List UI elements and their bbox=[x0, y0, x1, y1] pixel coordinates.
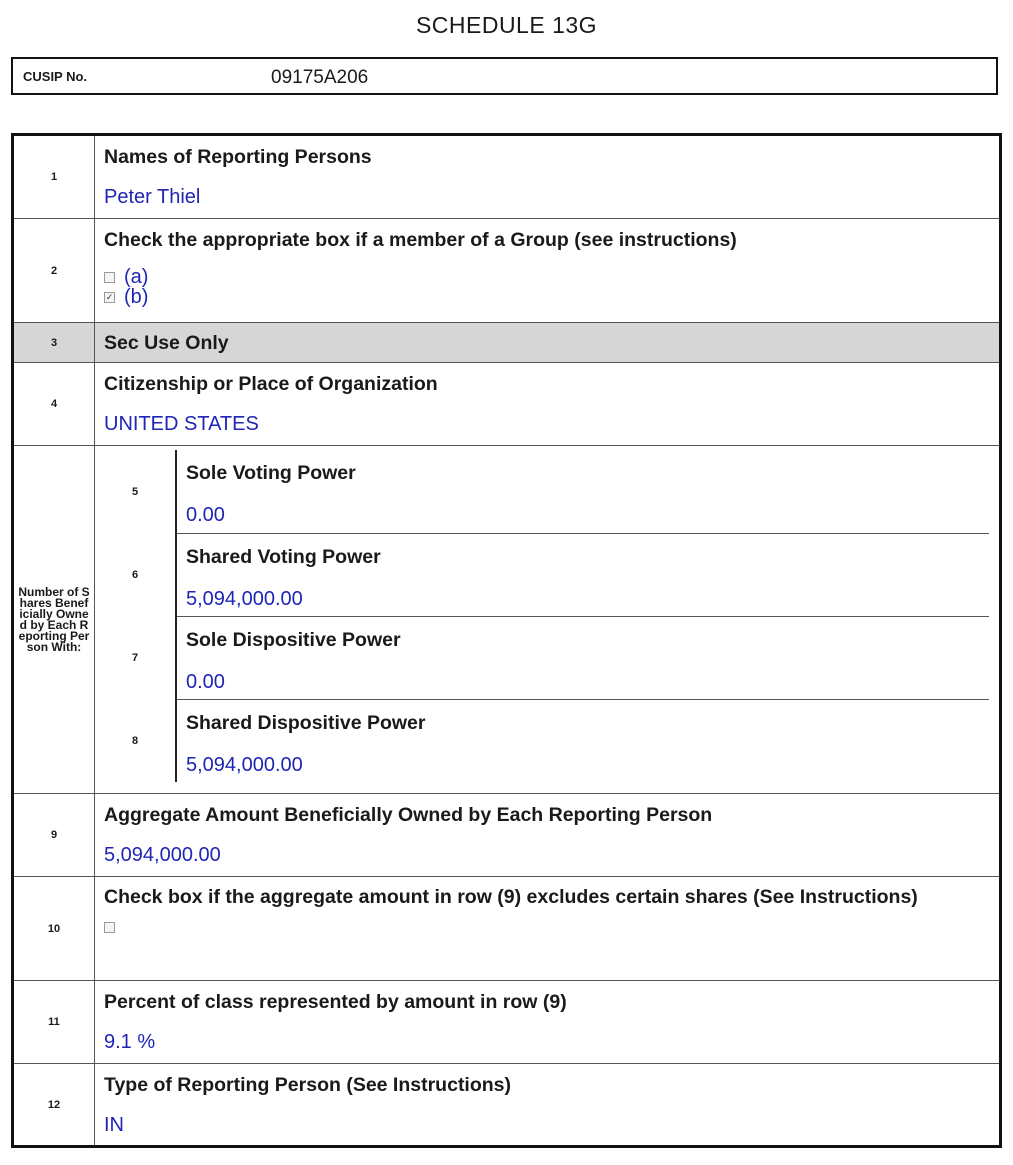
row-heading: Sole Voting Power bbox=[186, 462, 356, 484]
row-heading: Names of Reporting Persons bbox=[104, 146, 372, 168]
cusip-box bbox=[11, 57, 998, 95]
shares-owned-label: Number of Shares Beneficially Owned by Each Reporting Person With: bbox=[13, 446, 95, 794]
row-heading: Percent of class represented by amount in row (9) bbox=[104, 991, 567, 1013]
shared-voting-power-value: 5,094,000.00 bbox=[186, 587, 303, 610]
row-1 bbox=[13, 135, 1001, 219]
row-5 bbox=[95, 450, 989, 533]
row-number: 5 bbox=[95, 450, 176, 533]
cusip-value: 09175A206 bbox=[271, 67, 369, 88]
reporting-person-type-value: IN bbox=[104, 1114, 124, 1136]
sole-dispositive-power-value: 0.00 bbox=[186, 670, 225, 693]
row-number: 7 bbox=[95, 616, 176, 699]
checkbox-a[interactable] bbox=[104, 272, 115, 283]
row-heading: Shared Voting Power bbox=[186, 545, 381, 568]
row-2 bbox=[13, 219, 1001, 323]
citizenship-value: UNITED STATES bbox=[104, 413, 259, 435]
row-number: 2 bbox=[13, 219, 95, 323]
row-4 bbox=[13, 363, 1001, 446]
row-heading: Aggregate Amount Beneficially Owned by Each Reporting Person bbox=[104, 804, 713, 826]
checkbox-b-label: (b) bbox=[124, 286, 149, 308]
row-heading: Sec Use Only bbox=[104, 331, 229, 354]
row-10 bbox=[13, 877, 1001, 981]
row-heading: Citizenship or Place of Organization bbox=[104, 373, 438, 395]
row-heading: Check box if the aggregate amount in row (9) excludes certain shares (See Instructions) bbox=[104, 886, 918, 908]
row-number: 6 bbox=[95, 533, 176, 616]
shares-subtable bbox=[95, 450, 989, 782]
row-12 bbox=[13, 1064, 1001, 1147]
checkbox-b[interactable]: ✓ bbox=[105, 291, 114, 302]
cover-page-table bbox=[11, 133, 1002, 1148]
row-number: 12 bbox=[13, 1064, 95, 1147]
page-title: SCHEDULE 13G bbox=[415, 12, 598, 38]
shares-block bbox=[13, 446, 1001, 794]
row-number: 8 bbox=[95, 699, 176, 782]
row-number: 9 bbox=[13, 794, 95, 877]
aggregate-amount-value: 5,094,000.00 bbox=[104, 844, 221, 866]
row-8 bbox=[95, 699, 989, 782]
group-option-a[interactable] bbox=[104, 267, 989, 287]
row-number: 10 bbox=[13, 877, 95, 981]
sole-voting-power-value: 0.00 bbox=[186, 504, 225, 526]
row-6 bbox=[95, 533, 989, 616]
checkbox-a-label: (a) bbox=[124, 266, 149, 288]
cusip-label: CUSIP No. bbox=[23, 69, 88, 84]
row-heading: Type of Reporting Person (See Instructions) bbox=[104, 1074, 512, 1096]
reporting-person-name: Peter Thiel bbox=[104, 186, 201, 208]
row-3 bbox=[13, 323, 1001, 363]
row-9 bbox=[13, 794, 1001, 877]
percent-of-class-value: 9.1 % bbox=[104, 1031, 156, 1053]
group-option-b[interactable] bbox=[104, 287, 989, 307]
row-number: 4 bbox=[13, 363, 95, 446]
row-number: 1 bbox=[13, 135, 95, 219]
shared-dispositive-power-value: 5,094,000.00 bbox=[186, 753, 303, 776]
row-7 bbox=[95, 616, 989, 699]
row-heading: Sole Dispositive Power bbox=[186, 628, 401, 651]
row-11 bbox=[13, 981, 1001, 1064]
row-heading: Shared Dispositive Power bbox=[186, 711, 426, 734]
row-number: 3 bbox=[13, 323, 95, 363]
exclude-shares-checkbox[interactable] bbox=[104, 922, 115, 933]
row-heading: Check the appropriate box if a member of a Group (see instructions) bbox=[104, 229, 737, 251]
row-number: 11 bbox=[13, 981, 95, 1064]
exclude-shares-option[interactable] bbox=[104, 922, 989, 933]
